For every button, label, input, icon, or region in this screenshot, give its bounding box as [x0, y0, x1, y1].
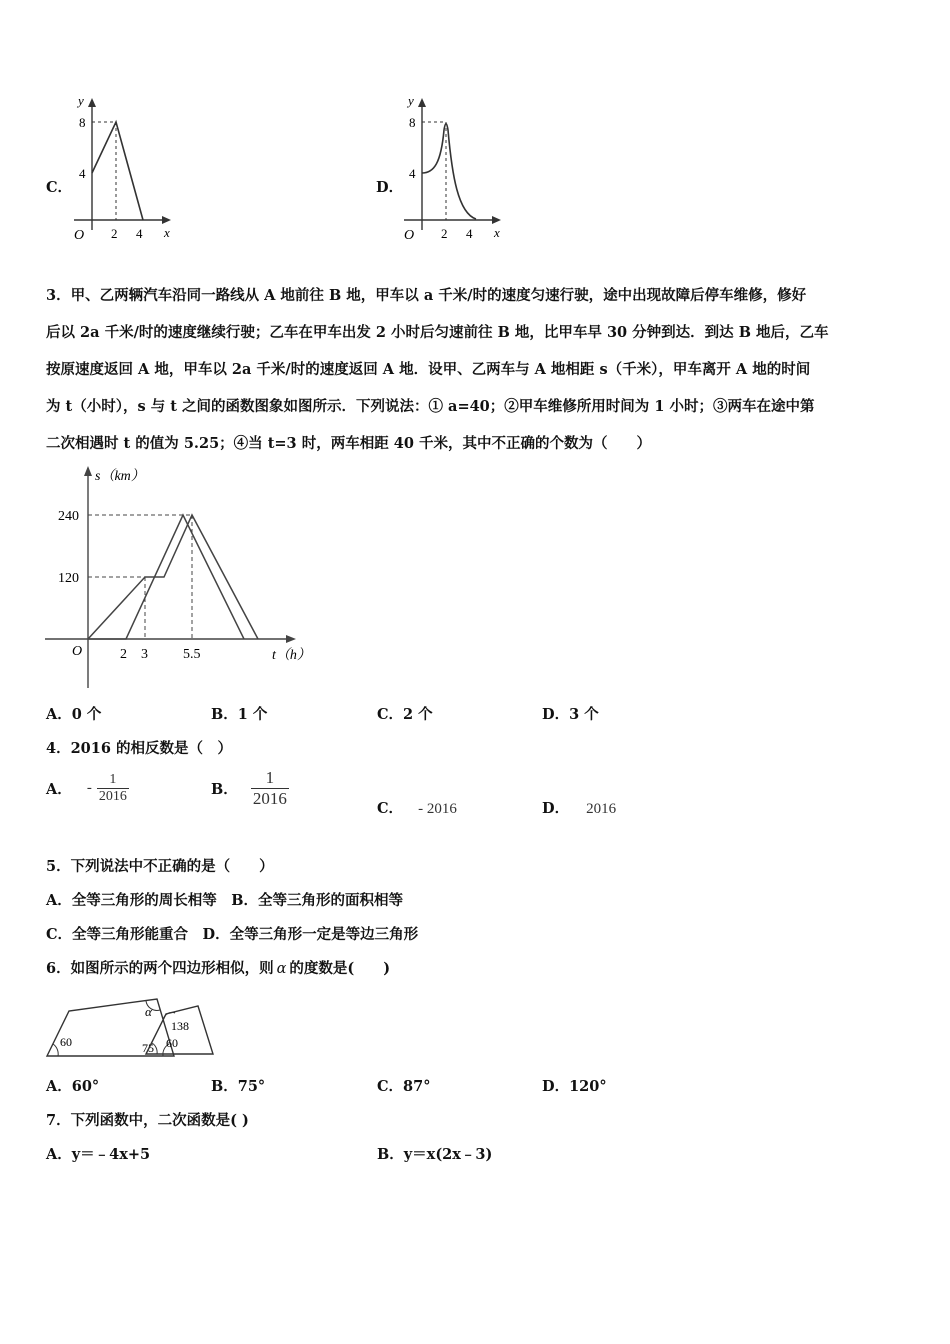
- q7-option-a[interactable]: A．y＝﹣4x+5: [46, 1146, 151, 1163]
- origin-label: O: [72, 644, 83, 659]
- x-axis-arrow: [162, 216, 171, 224]
- origin-label: O: [74, 228, 85, 243]
- graph-line: [92, 122, 143, 220]
- q3-line-1: 3．甲、乙两辆汽车沿同一路线从 A 地前往 B 地，甲车以 a 千米/时的速度匀速行驶，途中出现故障后停车维修，修好: [46, 287, 807, 304]
- q4-a-label: A．: [46, 781, 72, 798]
- q7-option-b[interactable]: B．y＝x(2x﹣3): [377, 1146, 493, 1163]
- y-axis-label: s（km）: [95, 469, 145, 484]
- q4-option-c[interactable]: [377, 797, 457, 818]
- q4-b-numerator: 1: [251, 768, 289, 789]
- label-138: 138: [171, 1019, 189, 1033]
- y-tick-4: 4: [79, 166, 86, 181]
- y-tick-240: 240: [58, 509, 79, 524]
- q3-line-3: 按原速度返回 A 地，甲车以 2a 千米/时的速度返回 A 地．设甲、乙两车与 A 地相距 s（千米），甲车离开 A 地的时间: [46, 361, 811, 378]
- q4-stem: 4．2016 的相反数是（ ）: [46, 740, 232, 757]
- arc-60-left: [53, 1044, 58, 1056]
- x-label: x: [164, 225, 170, 240]
- q3-line-4: 为 t（小时），s 与 t 之间的函数图象如图所示．下列说法：① a=40；②甲车维修所用时间为 1 小时；③两车在途中第: [46, 398, 815, 415]
- x-label: x: [494, 225, 500, 240]
- q3-graph: [40, 462, 330, 694]
- label-75-left: 75: [142, 1041, 154, 1055]
- q4-d-value: 2016: [586, 801, 617, 817]
- q3-option-c[interactable]: C．2 个: [377, 706, 433, 723]
- y-axis-arrow: [84, 466, 92, 476]
- q3-line-2: 后以 2a 千米/时的速度继续行驶；乙车在甲车出发 2 小时后匀速前往 B 地，比甲车早 30 分钟到达．到达 B 地后，乙车: [46, 324, 829, 341]
- graph-curve: [422, 124, 476, 220]
- q5-options-line-1[interactable]: A．全等三角形的周长相等 B．全等三角形的面积相等: [46, 892, 404, 909]
- x-tick-2: 2: [441, 226, 448, 241]
- label-60-left: 60: [60, 1035, 72, 1049]
- q3-option-b[interactable]: B．1 个: [211, 706, 268, 723]
- car-jia-line: [88, 515, 258, 639]
- q4-a-sign: -: [86, 780, 92, 796]
- x-tick-55: 5.5: [183, 647, 201, 662]
- q4-c-label: C．: [377, 800, 404, 817]
- q6-stem-post: 的度数是( ): [289, 960, 391, 977]
- q6-option-c[interactable]: C．87°: [377, 1078, 431, 1095]
- q4-c-value: - 2016: [418, 801, 457, 817]
- q4-a-denominator: 2016: [98, 789, 127, 804]
- x-tick-2: 2: [120, 647, 127, 662]
- option-c-label: C．: [46, 179, 73, 196]
- q3-option-d[interactable]: D．3 个: [542, 706, 599, 723]
- x-tick-3: 3: [141, 647, 148, 662]
- y-tick-8: 8: [409, 115, 416, 130]
- graph-option-c: [66, 95, 176, 245]
- y-axis-arrow: [88, 98, 96, 107]
- q6-option-d[interactable]: D．120°: [542, 1078, 607, 1095]
- q4-b-fraction: [251, 768, 289, 809]
- q5-stem: 5．下列说法中不正确的是（ ）: [46, 858, 274, 875]
- q6-stem: [46, 957, 390, 978]
- q3-line-5: 二次相遇时 t 的值为 5.25；④当 t=3 时，两车相距 40 千米，其中不正确的个数为（ ）: [46, 435, 651, 452]
- option-d-label: D．: [376, 179, 404, 196]
- q6-option-a[interactable]: A．60°: [46, 1078, 100, 1095]
- q3-stem: [46, 277, 906, 462]
- x-axis-arrow: [286, 635, 296, 643]
- y-tick-8: 8: [79, 115, 86, 130]
- q4-option-b[interactable]: [211, 768, 289, 809]
- q4-d-label: D．: [542, 800, 570, 817]
- y-label: y: [78, 95, 84, 108]
- q4-option-a[interactable]: [46, 772, 129, 805]
- q6-quadrilaterals: [42, 992, 222, 1062]
- y-axis-arrow: [418, 98, 426, 107]
- origin-label: O: [404, 228, 415, 243]
- q4-a-fraction: [97, 772, 129, 805]
- q3-option-a[interactable]: A．0 个: [46, 706, 102, 723]
- label-alpha: α: [145, 1004, 152, 1019]
- x-tick-4: 4: [466, 226, 473, 241]
- q4-b-label: B．: [211, 781, 238, 798]
- q6-alpha: α: [276, 961, 287, 977]
- x-axis-label: t（h）: [272, 648, 311, 663]
- q4-option-d[interactable]: [542, 797, 616, 818]
- x-tick-2: 2: [111, 226, 118, 241]
- q6-option-b[interactable]: B．75°: [211, 1078, 266, 1095]
- graph-option-d: [396, 95, 506, 245]
- q7-stem: 7．下列函数中，二次函数是( ): [46, 1112, 249, 1129]
- x-tick-4: 4: [136, 226, 143, 241]
- y-tick-4: 4: [409, 166, 416, 181]
- q5-options-line-2[interactable]: C．全等三角形能重合 D．全等三角形一定是等边三角形: [46, 926, 419, 943]
- q4-a-numerator: 1: [97, 772, 129, 789]
- y-label: y: [408, 95, 414, 108]
- q4-b-denominator: 2016: [252, 789, 287, 808]
- y-tick-120: 120: [58, 571, 79, 586]
- q6-stem-pre: 6．如图所示的两个四边形相似，则: [46, 960, 274, 977]
- label-60-right: 60: [166, 1036, 178, 1050]
- x-axis-arrow: [492, 216, 501, 224]
